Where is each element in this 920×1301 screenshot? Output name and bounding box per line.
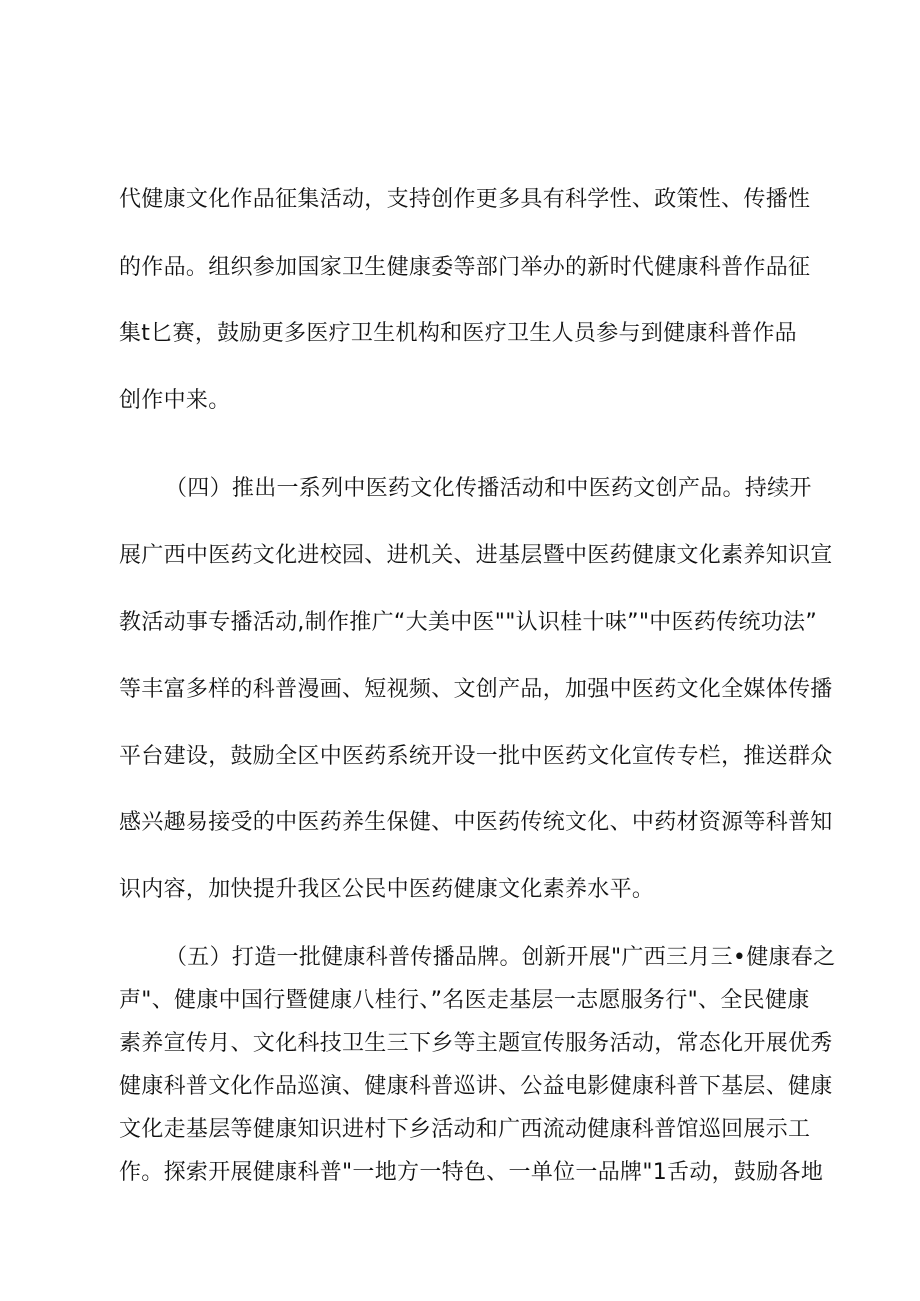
paragraph-heading-5: （五）打造一批健康科普传播品牌。创新开展"广西三月三•健康春之 <box>165 945 836 970</box>
paragraph-heading-4: （四）推出一系列中医药文化传播活动和中医药文创产品。持续开 <box>165 476 812 501</box>
text-line: 文化走基层等健康知识进村下乡活动和广西流动健康科普馆巡回展示工 <box>119 1117 811 1142</box>
text-line: 作。探索开展健康科普"一地方一特色、一单位一品牌"1舌动，鼓励各地 <box>119 1160 824 1185</box>
text-line: 展广西中医药文化进校园、进机关、进基层暨中医药健康文化素养知识宣 <box>119 543 833 568</box>
text-line: 集t匕赛，鼓励更多医疗卫生机构和医疗卫生人员参与到健康科普作品 <box>119 321 797 346</box>
text-line: 素养宣传月、文化科技卫生三下乡等主题宣传服务活动，常态化开展优秀 <box>119 1031 833 1056</box>
text-line: 声"、健康中国行暨健康八桂行、”名医走基层一志愿服务行"、全民健康 <box>119 988 810 1013</box>
text-line: 教活动事专播活动,制作推广“大美中医""认识桂十味”"中医药传统功法” <box>119 610 818 635</box>
text-line: 感兴趣易接受的中医药养生保健、中医药传统文化、中药材资源等科普知 <box>119 810 833 835</box>
text-line: 等丰富多样的科普漫画、短视频、文创产品，加强中医药文化全媒体传播 <box>119 677 833 702</box>
text-line: 健康科普文化作品巡演、健康科普巡讲、公益电影健康科普下基层、健康 <box>119 1074 833 1099</box>
text-line: 识内容，加快提升我区公民中医药健康文化素养水平。 <box>119 877 655 902</box>
text-line: 代健康文化作品征集活动，支持创作更多具有科学性、政策性、传播性 <box>119 187 811 212</box>
text-line: 的作品。组织参加国家卫生健康委等部门举办的新时代健康科普作品征 <box>119 255 811 280</box>
text-line: 创作中来。 <box>119 388 231 413</box>
text-line: 平台建设，鼓励全区中医药系统开设一批中医药文化宣传专栏，推送群众 <box>119 744 833 769</box>
